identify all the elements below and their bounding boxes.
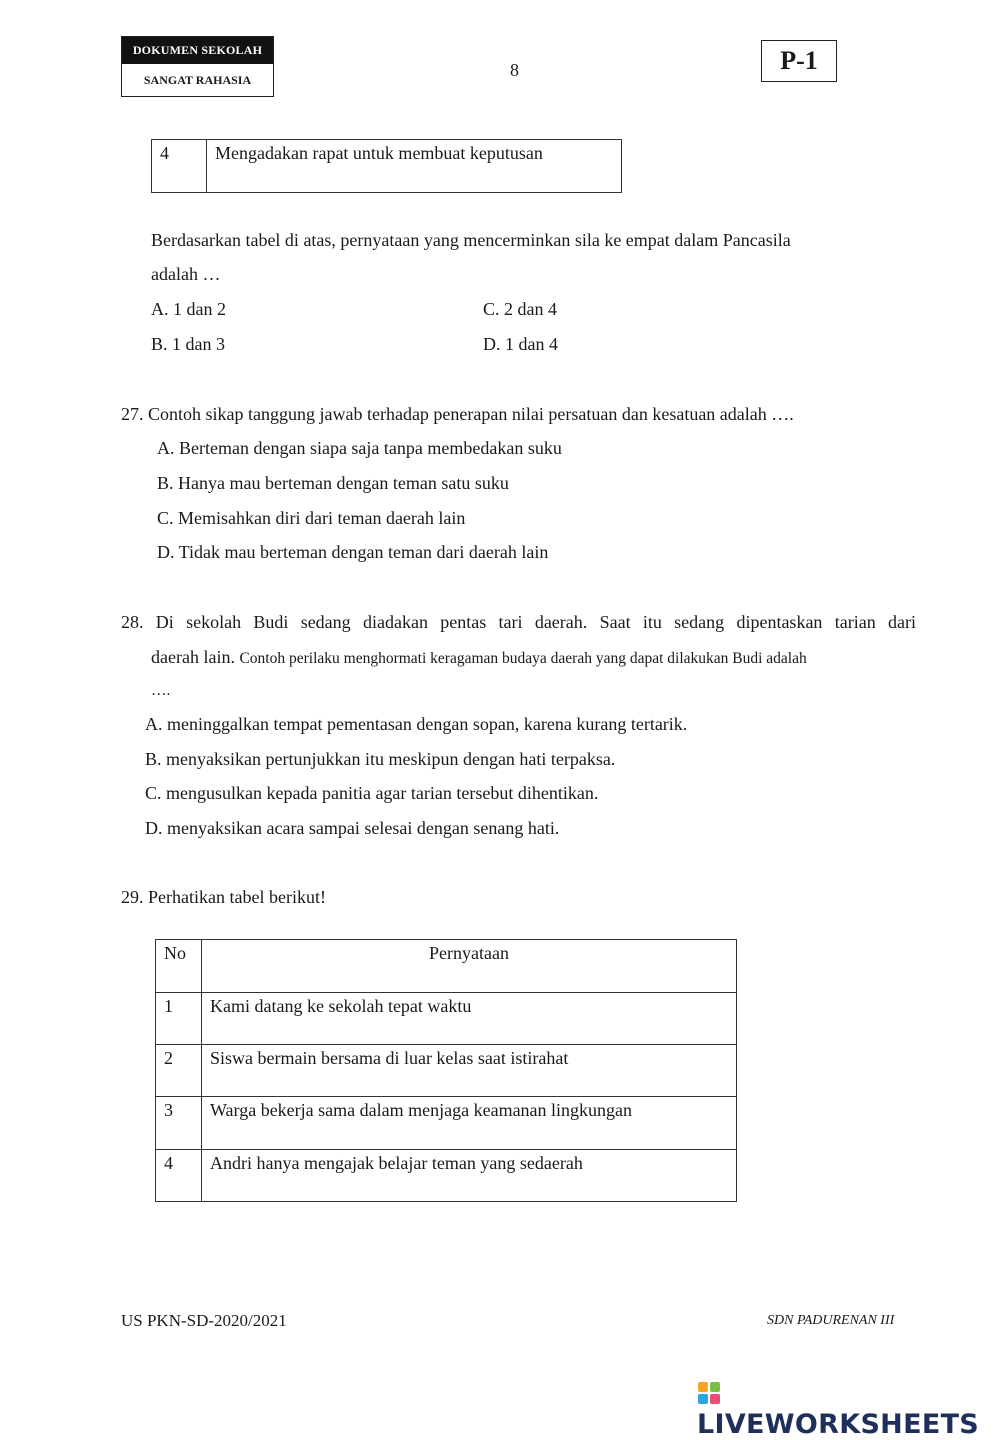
q26-option-b[interactable]: B. 1 dan 3 xyxy=(151,334,225,354)
table-cell-no: 2 xyxy=(156,1045,202,1097)
q27-option-c[interactable]: C. Memisahkan diri dari teman daerah lain xyxy=(157,508,466,528)
document-label-bottom: SANGAT RAHASIA xyxy=(143,73,252,87)
q27-option-d[interactable]: D. Tidak mau berteman dengan teman dari daerah lain xyxy=(157,542,549,562)
document-label-box xyxy=(121,36,274,97)
exam-code: P-1 xyxy=(761,40,837,82)
table-cell-statement: Kami datang ke sekolah tepat waktu xyxy=(202,993,737,1045)
table-header-row xyxy=(156,940,737,993)
table-row xyxy=(152,140,622,193)
page-number: 8 xyxy=(510,60,519,80)
table-cell-statement: Siswa bermain bersama di luar kelas saat istirahat xyxy=(202,1045,737,1097)
q28-question-line2 xyxy=(151,646,807,670)
table-row xyxy=(156,1045,737,1097)
q27-question: 27. Contoh sikap tanggung jawab terhadap penerapan nilai persatuan dan kesatuan adalah …. xyxy=(121,404,794,424)
q27-option-b[interactable]: B. Hanya mau berteman dengan teman satu suku xyxy=(157,473,509,493)
q26-option-c[interactable]: C. 2 dan 4 xyxy=(483,299,557,319)
table-header-no: No xyxy=(156,940,202,993)
document-label-top: DOKUMEN SEKOLAH xyxy=(122,37,273,64)
q27-option-a[interactable]: A. Berteman dengan siapa saja tanpa membedakan suku xyxy=(157,438,562,458)
q26-text-line1: Berdasarkan tabel di atas, pernyataan yang mencerminkan sila ke empat dalam Pancasila xyxy=(151,230,791,250)
table-cell-statement: Warga bekerja sama dalam menjaga keamanan lingkungan xyxy=(202,1097,737,1150)
q26-option-a[interactable]: A. 1 dan 2 xyxy=(151,299,226,319)
table-row xyxy=(156,1150,737,1202)
q28-line2-part-a: daerah lain. xyxy=(151,647,235,667)
q28-question-line3: …. xyxy=(151,682,171,699)
q29-question: 29. Perhatikan tabel berikut! xyxy=(121,887,326,907)
q28-option-c[interactable]: C. mengusulkan kepada panitia agar tarian tersebut dihentikan. xyxy=(145,783,599,803)
table-cell-no: 4 xyxy=(152,140,207,193)
q28-option-b[interactable]: B. menyaksikan pertunjukkan itu meskipun dengan hati terpaksa. xyxy=(145,749,616,769)
q28-line2-part-b: Contoh perilaku menghormati keragaman budaya daerah yang dapat dilakukan Budi adalah xyxy=(239,650,807,667)
liveworksheets-logo-icon xyxy=(697,1381,721,1405)
q26-option-d[interactable]: D. 1 dan 4 xyxy=(483,334,558,354)
table-top xyxy=(151,139,622,193)
liveworksheets-text: LIVEWORKSHEETS xyxy=(697,1409,980,1440)
table-cell-no: 4 xyxy=(156,1150,202,1202)
table-cell-no: 3 xyxy=(156,1097,202,1150)
q28-option-d[interactable]: D. menyaksikan acara sampai selesai dengan senang hati. xyxy=(145,818,560,838)
table-header-statement: Pernyataan xyxy=(202,940,737,993)
table-row xyxy=(156,993,737,1045)
table-row xyxy=(156,1097,737,1150)
table-cell-no: 1 xyxy=(156,993,202,1045)
footer-left: US PKN-SD-2020/2021 xyxy=(121,1311,287,1330)
q29-table xyxy=(155,939,737,1202)
table-cell-statement: Mengadakan rapat untuk membuat keputusan xyxy=(207,140,622,193)
q26-text-line2: adalah … xyxy=(151,264,221,284)
q28-option-a[interactable]: A. meninggalkan tempat pementasan dengan sopan, karena kurang tertarik. xyxy=(145,714,688,734)
footer-right: SDN PADURENAN III xyxy=(767,1313,895,1328)
liveworksheets-watermark xyxy=(697,1378,1000,1440)
table-cell-statement: Andri hanya mengajak belajar teman yang sedaerah xyxy=(202,1150,737,1202)
q28-question-line1: 28. Di sekolah Budi sedang diadakan pentas tari daerah. Saat itu sedang dipentaskan tarian dari xyxy=(121,612,916,632)
